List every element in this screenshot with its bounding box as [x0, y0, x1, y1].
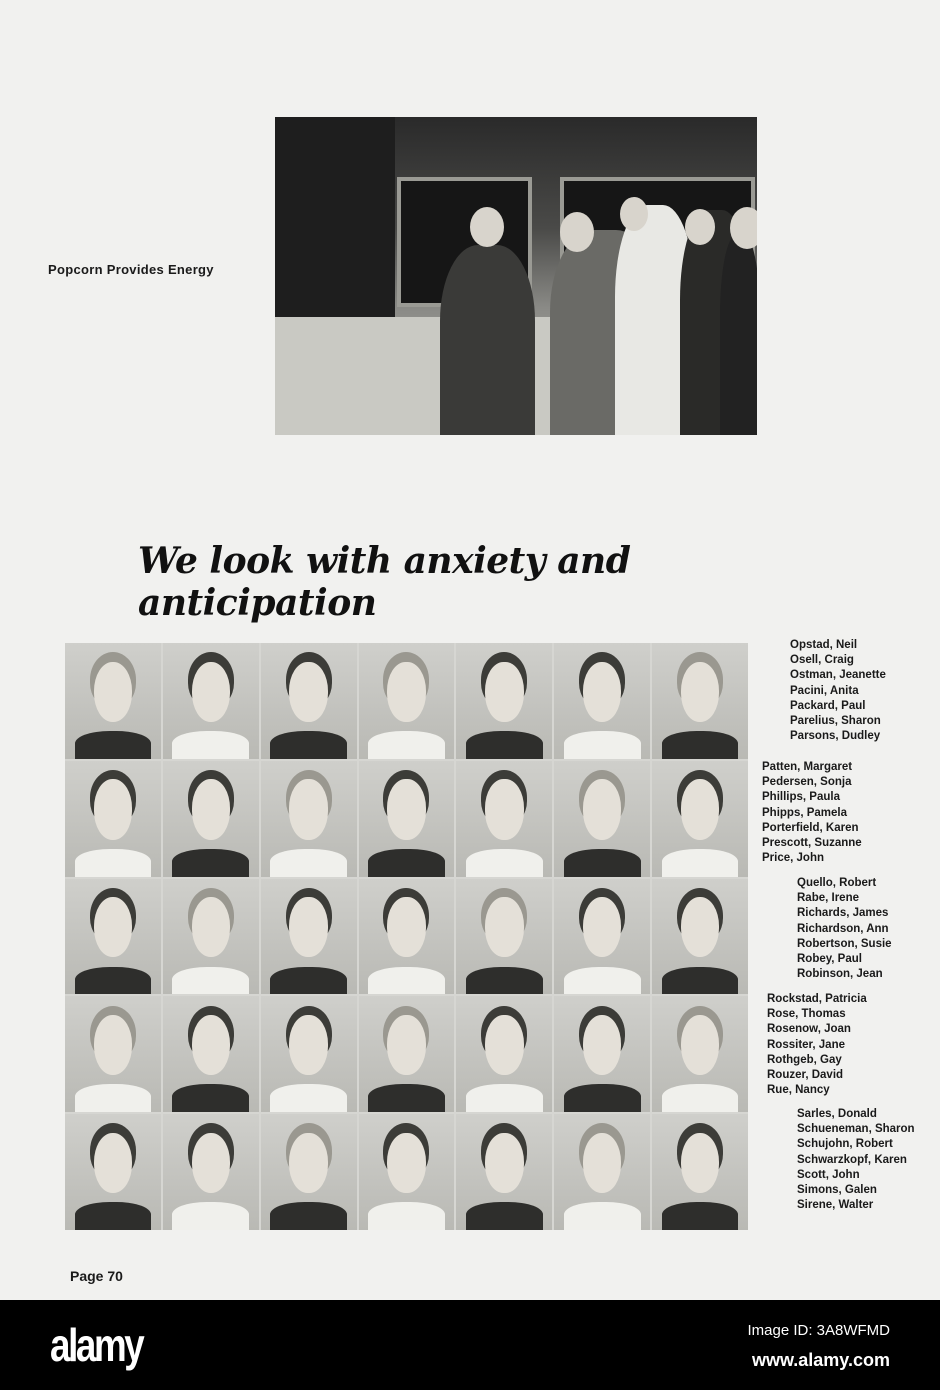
student-portrait	[359, 996, 455, 1112]
student-portrait	[554, 1114, 650, 1230]
student-name: Robertson, Susie	[797, 937, 892, 950]
student-portrait	[652, 1114, 748, 1230]
student-name: Sarles, Donald	[797, 1108, 877, 1120]
student-portrait	[456, 761, 552, 877]
student-name: Rouzer, David	[767, 1069, 844, 1082]
student-name: Parelius, Sharon	[790, 715, 881, 728]
student-name: Pacini, Anita	[790, 684, 859, 697]
student-name: Opstad, Neil	[790, 639, 858, 651]
portrait-grid	[65, 643, 748, 1230]
name-list-5	[797, 1107, 915, 1213]
student-portrait	[554, 879, 650, 995]
concession-stand-photo	[275, 117, 757, 435]
student-portrait	[554, 996, 650, 1112]
student-name: Quello, Robert	[797, 877, 877, 889]
student-name: Rose, Thomas	[767, 1008, 846, 1021]
student-name: Simons, Galen	[797, 1184, 877, 1197]
student-portrait	[359, 1114, 455, 1230]
student-portrait	[652, 643, 748, 759]
student-name: Ostman, Jeanette	[790, 669, 886, 682]
student-portrait	[359, 879, 455, 995]
student-portrait	[456, 996, 552, 1112]
student-name: Robinson, Jean	[797, 968, 883, 981]
student-name: Patten, Margaret	[762, 761, 853, 773]
student-portrait	[456, 1114, 552, 1230]
student-name: Rossiter, Jane	[767, 1038, 845, 1051]
student-portrait	[163, 996, 259, 1112]
student-name: Richards, James	[797, 907, 889, 920]
student-portrait	[652, 761, 748, 877]
name-list-2	[762, 760, 862, 866]
student-name: Prescott, Suzanne	[762, 837, 862, 850]
student-name: Phillips, Paula	[762, 791, 840, 804]
watermark-url: www.alamy.com	[751, 1350, 890, 1370]
student-name: Rue, Nancy	[767, 1084, 830, 1097]
student-portrait	[163, 1114, 259, 1230]
student-name: Price, John	[762, 852, 824, 865]
student-portrait	[261, 1114, 357, 1230]
name-list-4	[767, 992, 867, 1098]
student-name: Parsons, Dudley	[790, 730, 881, 743]
student-portrait	[652, 996, 748, 1112]
student-portrait	[456, 643, 552, 759]
student-portrait	[65, 996, 161, 1112]
student-name: Porterfield, Karen	[762, 821, 859, 834]
student-name: Rabe, Irene	[797, 892, 859, 905]
photo-caption: Popcorn Provides Energy	[48, 262, 214, 277]
student-portrait	[163, 643, 259, 759]
page-number: Page 70	[70, 1268, 123, 1284]
student-portrait	[652, 879, 748, 995]
student-portrait	[65, 761, 161, 877]
student-name: Scott, John	[797, 1168, 860, 1181]
student-portrait	[261, 643, 357, 759]
student-portrait	[65, 1114, 161, 1230]
student-name: Rosenow, Joan	[767, 1023, 851, 1036]
student-name: Schujohn, Robert	[797, 1138, 893, 1151]
student-name: Pedersen, Sonja	[762, 776, 852, 789]
student-portrait	[163, 879, 259, 995]
student-portrait	[554, 761, 650, 877]
student-portrait	[65, 643, 161, 759]
name-list-1	[790, 638, 886, 744]
student-portrait	[65, 879, 161, 995]
page-heading: We look with anxiety and anticipation	[138, 540, 631, 624]
image-id: Image ID: 3A8WFMD	[747, 1322, 890, 1339]
student-portrait	[261, 761, 357, 877]
alamy-logo: alamy	[50, 1319, 143, 1371]
watermark-footer	[0, 1300, 940, 1390]
student-name: Packard, Paul	[790, 699, 866, 712]
student-name: Rockstad, Patricia	[767, 993, 867, 1005]
student-name: Osell, Craig	[790, 654, 854, 667]
student-name: Rothgeb, Gay	[767, 1053, 842, 1066]
student-name: Schwarzkopf, Karen	[797, 1153, 907, 1166]
student-name: Schueneman, Sharon	[797, 1123, 915, 1136]
student-name: Robey, Paul	[797, 953, 862, 966]
student-name: Phipps, Pamela	[762, 806, 848, 819]
student-portrait	[554, 643, 650, 759]
student-portrait	[456, 879, 552, 995]
student-name: Richardson, Ann	[797, 922, 889, 935]
student-portrait	[359, 643, 455, 759]
student-name: Sirene, Walter	[797, 1199, 874, 1212]
student-portrait	[261, 996, 357, 1112]
student-portrait	[163, 761, 259, 877]
student-portrait	[359, 761, 455, 877]
student-portrait	[261, 879, 357, 995]
name-list-3	[797, 876, 892, 982]
